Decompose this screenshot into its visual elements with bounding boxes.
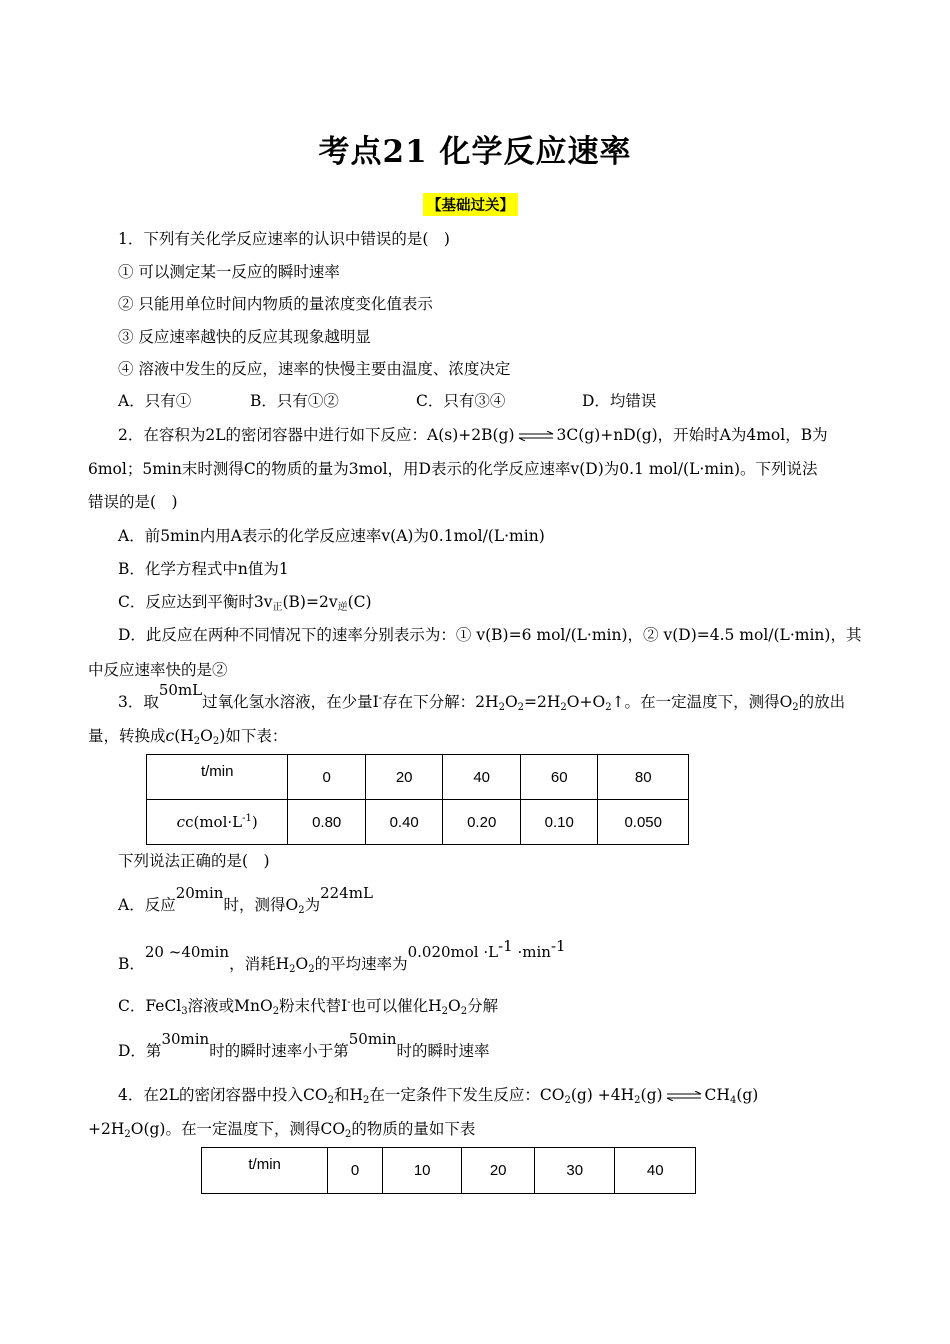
table-cell: 0.80 — [288, 800, 366, 845]
table-cell: 0 — [288, 755, 366, 800]
page-title: 考点21 化学反应速率 — [318, 134, 632, 170]
q1-option-a: A．只有① — [118, 392, 192, 410]
table-cell: 0.10 — [520, 800, 598, 845]
table-cell: 0.20 — [443, 800, 521, 845]
q3-line-2: 量，转换成$c(H_2O_2)$如下表： — [88, 727, 288, 747]
table-row — [147, 800, 689, 845]
q3-data-table — [146, 754, 689, 845]
q2-option-a: A．前5min内用A表示的化学反应速率v(A)为0.1mol/(L·min) — [118, 527, 545, 545]
q1-statement-3: ③ 反应速率越快的反应其现象越明显 — [118, 328, 371, 346]
q2-option-c: C．反应达到平衡时$3v_正(B)=2v_逆(C)$ — [118, 593, 372, 613]
table-cell: t/min — [147, 755, 288, 800]
q2-line-1a: 2．在容积为2L的密闭容器中进行如下反应：A(s)+2B(g) — [118, 426, 515, 444]
q3-line-1: 3．取50mL过氧化氢水溶液，在少量I-存在下分解：$2H_2O_2=2H_2O+O_2↑$。在一定温度下，测得$O_2$的放出 — [118, 681, 846, 713]
q3-option-c: C．FeCl$_3$溶液或MnO$_2$粉末代替I-也可以催化$H_2O_2$分解 — [118, 997, 499, 1017]
table-cell: 10 — [382, 1148, 462, 1194]
q2-line-1b: 3C(g)+nD(g)，开始时A为4mol，B为 — [556, 426, 828, 444]
table-cell: 0.40 — [365, 800, 443, 845]
q1-statement-4: ④ 溶液中发生的反应，速率的快慢主要由温度、浓度决定 — [118, 360, 511, 378]
q4-data-table — [201, 1147, 696, 1194]
q1-stem: 1．下列有关化学反应速率的认识中错误的是( ) — [118, 230, 450, 248]
table-cell: 20 — [462, 1148, 535, 1194]
q4-line-1: 4．在2L的密闭容器中投入$CO_2$和$H_2$在一定条件下发生反应：$CO_2(g) +4H_2(g)$ $CH_4(g)$ — [118, 1086, 759, 1106]
q1-option-c: C．只有③④ — [416, 392, 506, 410]
table-cell: 30 — [534, 1148, 615, 1194]
q3-question: 下列说法正确的是( ) — [118, 852, 270, 870]
q2-option-d-line-2: 中反应速率快的是② — [88, 661, 228, 679]
equilibrium-arrow-icon — [665, 1091, 703, 1101]
q3-option-b: B．20 ~40min，消耗$H_2O_2$的平均速率为$0.020mol \cdot L^{-1} \cdot\min^{-1}$ — [118, 937, 566, 975]
section-badge: 【基础过关】 — [423, 193, 518, 216]
table-row — [202, 1148, 696, 1194]
q1-option-b: B．只有①② — [250, 392, 339, 410]
q1-option-d: D．均错误 — [582, 392, 657, 410]
table-cell: 40 — [443, 755, 521, 800]
equilibrium-arrow-icon — [517, 431, 555, 441]
q1-statement-1: ① 可以测定某一反应的瞬时速率 — [118, 263, 340, 281]
table-cell: 0 — [328, 1148, 383, 1194]
table-cell: 80 — [598, 755, 689, 800]
table-cell: 40 — [615, 1148, 696, 1194]
q4-line-2: $+2H_2O(g)$。在一定温度下，测得$CO_2$的物质的量如下表 — [88, 1120, 476, 1140]
table-cell: $cc(mol\cdot L^{-1})$ — [147, 800, 288, 845]
table-cell: 60 — [520, 755, 598, 800]
q2-line-2: 6mol；5min末时测得C的物质的量为3mol，用D表示的化学反应速率v(D)为0.1 mol/(L·min)。下列说法 — [88, 460, 818, 478]
q1-statement-2: ② 只能用单位时间内物质的量浓度变化值表示 — [118, 295, 433, 313]
q2-line-3: 错误的是( ) — [88, 493, 178, 511]
q3-option-a: A．反应20min时，测得$O_2$为224mL — [118, 884, 373, 916]
table-cell: t/min — [202, 1148, 328, 1194]
table-cell: 0.050 — [598, 800, 689, 845]
q2-option-d-line-1: D．此反应在两种不同情况下的速率分别表示为：① v(B)=6 mol/(L·min)，② v(D)=4.5 mol/(L·min)，其 — [118, 626, 862, 644]
q2-line-1 — [118, 423, 828, 445]
table-row — [147, 755, 689, 800]
q2-option-b: B．化学方程式中n值为1 — [118, 560, 289, 578]
table-cell: 20 — [365, 755, 443, 800]
q3-option-d: D．第30min时的瞬时速率小于第50min时的瞬时速率 — [118, 1030, 490, 1060]
